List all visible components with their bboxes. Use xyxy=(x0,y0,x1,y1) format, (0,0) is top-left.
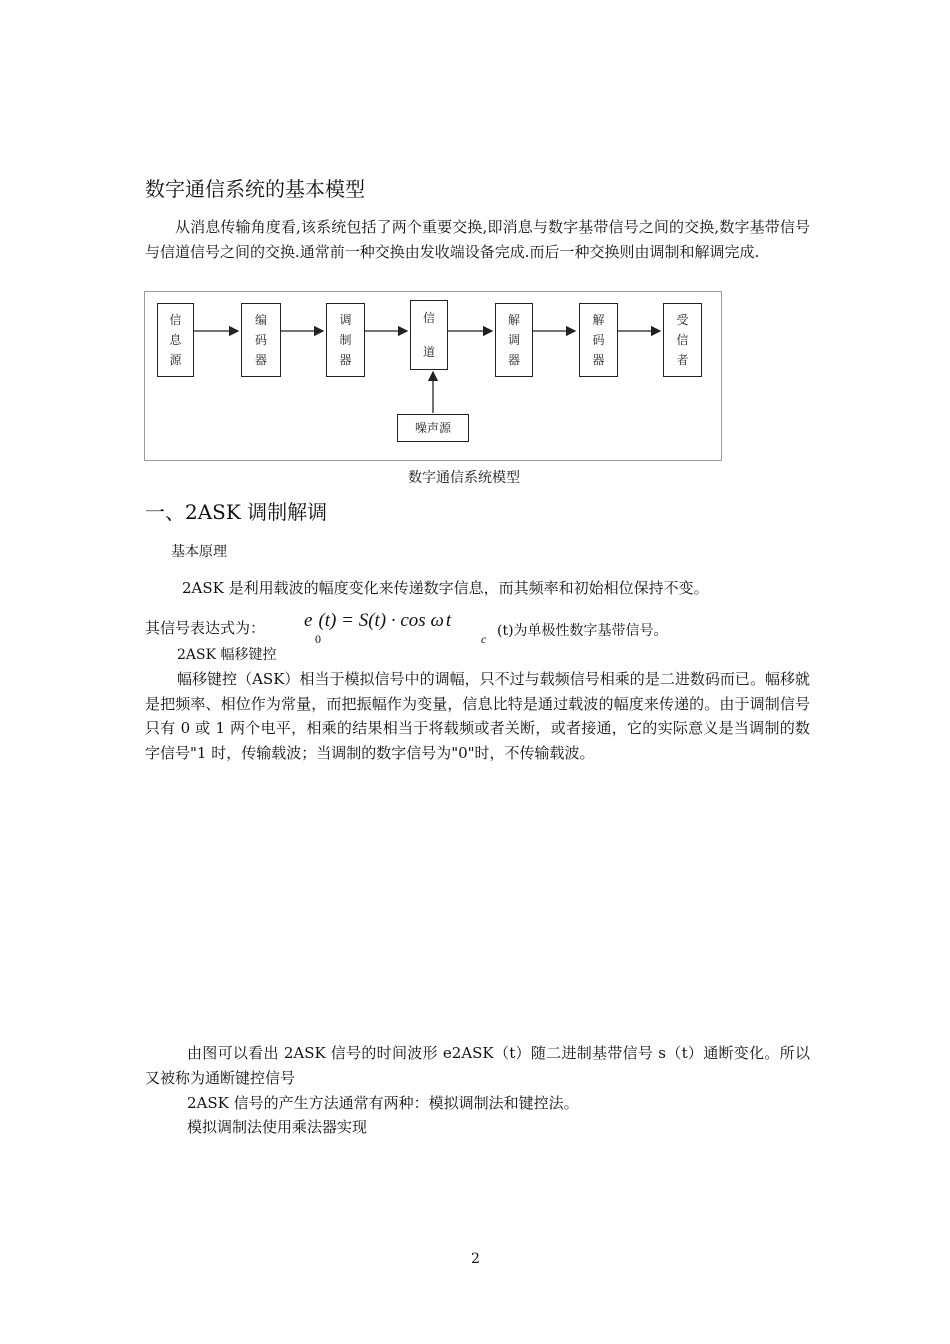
block-receiver: 受 信 者 xyxy=(663,303,702,377)
formula-subscript-c: c xyxy=(481,632,487,646)
principle-text: 2ASK 是利用载波的幅度变化来传递数字信息，而其频率和初始相位保持不变。 xyxy=(182,579,709,597)
page-number: 2 xyxy=(471,1251,480,1267)
signal-formula: e (t) = S(t) · cos ω t xyxy=(304,610,452,631)
generation-text: 2ASK 信号的产生方法通常有两种：模拟调制法和键控法。 xyxy=(187,1094,579,1112)
analog-method-text: 模拟调制法使用乘法器实现 xyxy=(187,1118,368,1136)
block-encoder: 编 码 器 xyxy=(241,303,281,377)
block-channel: 信 道 xyxy=(410,300,448,370)
basic-principle-label: 基本原理 xyxy=(171,544,227,560)
system-model-diagram xyxy=(144,291,722,461)
waveform-paragraph: 由图可以看出 2ASK 信号的时间波形 e2ASK（t）随二进制基带信号 s（t）通断变化。所以又被称为通断键控信号 xyxy=(145,1044,810,1087)
ask-keying-title: 2ASK 幅移键控 xyxy=(177,647,277,663)
section-title: 数字通信系统的基本模型 xyxy=(145,177,365,201)
formula-note: (t)为单极性数字基带信号。 xyxy=(497,623,668,639)
block-source: 信 息 源 xyxy=(157,303,194,377)
block-decoder: 解 码 器 xyxy=(579,303,618,377)
block-demodulator: 解 调 器 xyxy=(495,303,533,377)
ask-keying-paragraph: 幅移键控（ASK）相当于模拟信号中的调幅，只不过与载频信号相乘的是二进数码而已。幅移就是把频率、相位作为常量，而把振幅作为变量，信息比特是通过载波的幅度来传递的。由于调制信号只有 0 或 1 两个电平，相乘的结果相当于将载频或者关断，或者接通，它的实际意义是当调制的数字信号"1 时，传输载波；当调制的数字信号为"0"时，不传输载波。 xyxy=(145,670,810,762)
diagram-caption: 数字通信系统模型 xyxy=(408,470,520,486)
intro-paragraph: 从消息传输角度看,该系统包括了两个重要交换,即消息与数字基带信号之间的交换,数字基带信号与信道信号之间的交换.通常前一种交换由发收端设备完成.而后一种交换则由调制和解调完成. xyxy=(145,218,810,261)
expression-label: 其信号表达式为： xyxy=(145,619,266,637)
block-modulator: 调 制 器 xyxy=(326,303,365,377)
block-noise-source: 噪声源 xyxy=(397,414,469,442)
formula-subscript-0: 0 xyxy=(315,632,321,646)
heading-2ask: 一、2ASK 调制解调 xyxy=(145,500,328,524)
